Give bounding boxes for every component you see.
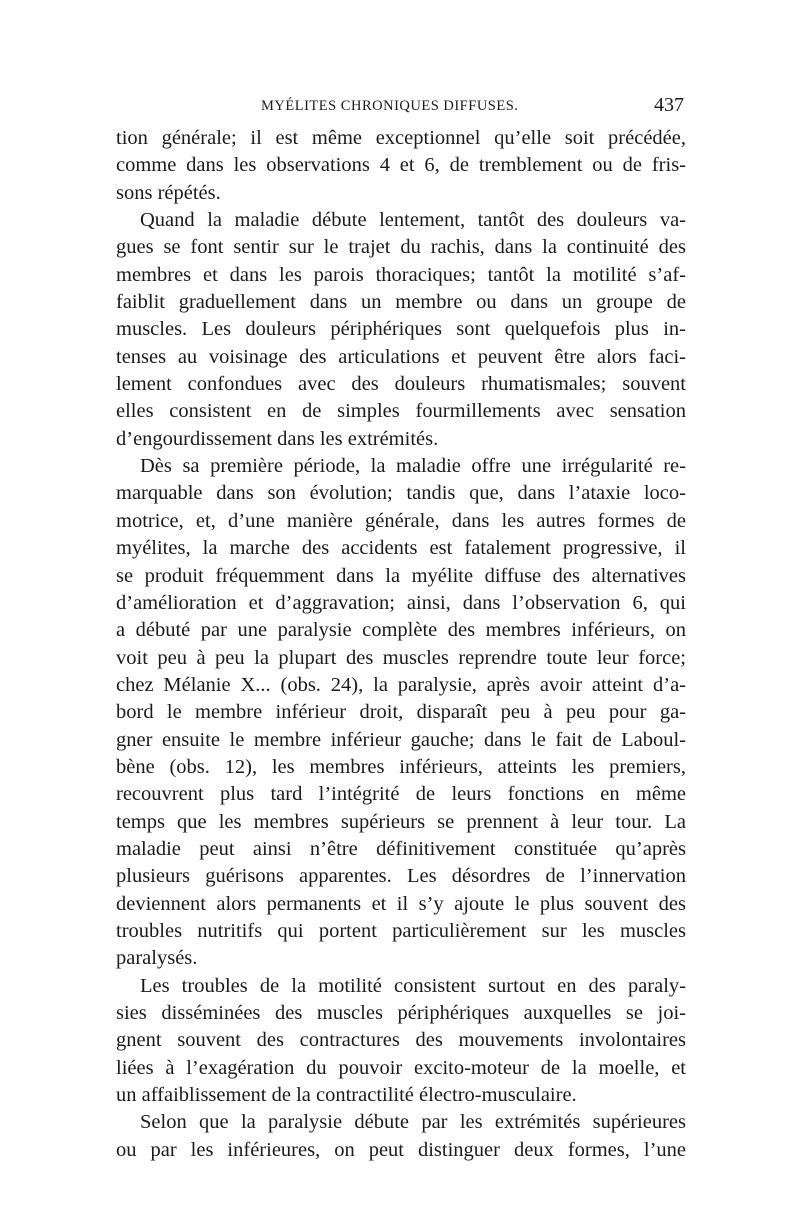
text-line: paralysés. (116, 947, 198, 970)
text-line: faiblit graduellement dans un membre ou dans un groupe de (116, 291, 686, 314)
text-line: myélites, la marche des accidents est fatalement progressive, il (116, 537, 686, 560)
text-line: recouvrent plus tard l’intégrité de leurs fonctions en même (116, 783, 686, 806)
text-line: chez Mélanie X... (obs. 24), la paralysie, après avoir atteint d’a- (116, 673, 686, 696)
text-line: muscles. Les douleurs périphériques sont quelquefois plus in- (116, 318, 686, 341)
text-line: deviennent alors permanents et il s’y ajoute le plus souvent des (116, 892, 686, 915)
text-line: bord le membre inférieur droit, disparaît peu à peu pour ga- (116, 701, 686, 724)
text-line: troubles nutritifs qui portent particulièrement sur les muscles (116, 919, 686, 942)
text-line: maladie peut ainsi n’être définitivement constituée qu’après (116, 837, 686, 860)
text-line: elles consistent en de simples fourmillements avec sensation (116, 400, 686, 423)
text-line: gues se font sentir sur le trajet du rachis, dans la continuité des (116, 236, 686, 259)
text-line: d’amélioration et d’aggravation; ainsi, dans l’observation 6, qui (116, 591, 686, 614)
text-line: Dès sa première période, la maladie offre une irrégularité re- (140, 455, 686, 478)
text-line: motrice, et, d’une manière générale, dans les autres formes de (116, 509, 686, 532)
body-text (116, 125, 686, 1164)
text-line: a débuté par une paralysie complète des membres inférieurs, on (116, 619, 686, 642)
text-line: d’engourdissement dans les extrémités. (116, 427, 439, 450)
text-line: ou par les inférieures, on peut distinguer deux formes, l’une (116, 1138, 686, 1161)
text-line: Quand la maladie débute lentement, tantôt des douleurs va- (140, 209, 686, 232)
text-line: plusieurs guérisons apparentes. Les désordres de l’innervation (116, 865, 686, 888)
page-header (118, 94, 686, 122)
text-line: bène (obs. 12), les membres inférieurs, atteints les premiers, (116, 755, 686, 778)
text-line: gner ensuite le membre inférieur gauche; dans le fait de Laboul- (116, 728, 686, 751)
text-line: marquable dans son évolution; tandis que, dans l’ataxie loco- (116, 482, 686, 505)
text-line: comme dans les observations 4 et 6, de tremblement ou de fris- (116, 154, 686, 177)
text-line: sies disséminées des muscles périphériques auxquelles se joi- (116, 1002, 686, 1024)
page-number: 437 (654, 94, 684, 116)
text-line: gnent souvent des contractures des mouvements involontaires (116, 1029, 686, 1052)
text-line: Selon que la paralysie débute par les extrémités supérieures (140, 1111, 686, 1134)
text-line: liées à l’exagération du pouvoir excito-moteur de la moelle, et (116, 1056, 686, 1079)
text-line: Les troubles de la motilité consistent surtout en des paraly- (140, 974, 686, 997)
running-title: MYÉLITES CHRONIQUES DIFFUSES. (261, 98, 519, 114)
text-line: sons répétés. (116, 181, 221, 204)
text-line: un affaiblissement de la contractilité électro-musculaire. (116, 1084, 577, 1107)
text-line: tion générale; il est même exceptionnel qu’elle soit précédée, (116, 127, 686, 149)
text-line: voit peu à peu la plupart des muscles reprendre toute leur force; (116, 646, 686, 669)
text-line: lement confondues avec des douleurs rhumatismales; souvent (116, 373, 686, 396)
text-line: membres et dans les parois thoraciques; tantôt la motilité s’af- (116, 263, 686, 286)
text-line: tenses au voisinage des articulations et peuvent être alors faci- (116, 345, 686, 368)
text-line: temps que les membres supérieurs se prennent à leur tour. La (116, 810, 686, 833)
text-line: se produit fréquemment dans la myélite diffuse des alternatives (116, 564, 686, 587)
